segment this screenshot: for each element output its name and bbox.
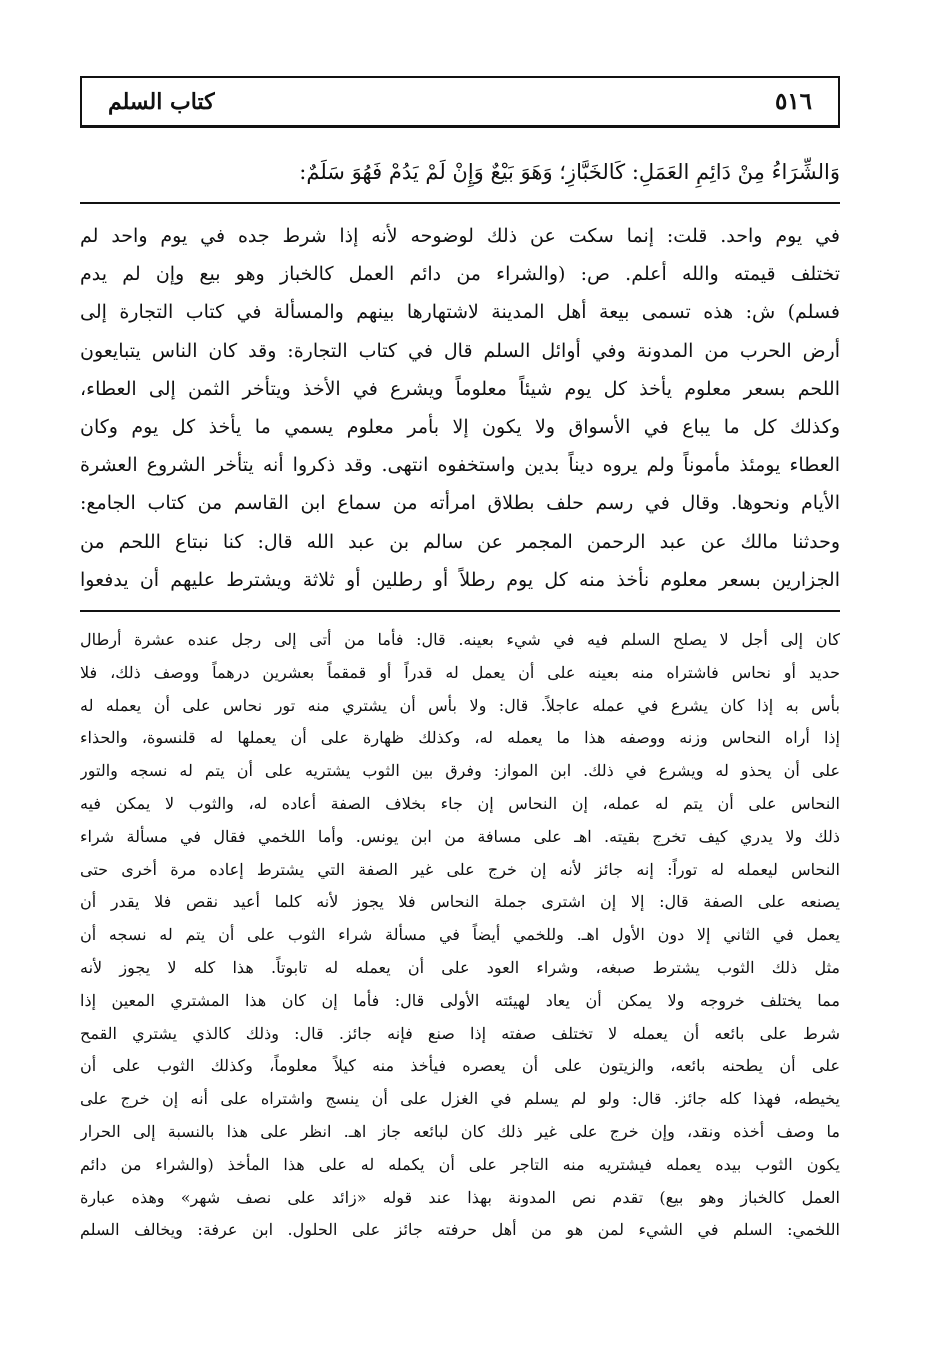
commentary-block-2: [80, 624, 840, 1247]
commentary-line: كان إلى أجل لا يصلح السلم فيه في شيء بعينه. قال: فأما من أتى إلى رجل عنده عشرة أرطال: [80, 630, 840, 649]
commentary-line: فسلم) ش: هذه تسمى بيعة أهل المدينة لاشتهارها بينهم والمسألة في كتاب التجارة إلى: [80, 301, 840, 324]
matn-text: وَالشِّرَاءُ مِنْ دَائِمِ العَمَلِ: كَالخَبَّازِ؛ وَهَوَ بَيْعٌ وَإِنْ لَمْ يَدُمْ فَهُوَ سَلَمٌ:: [299, 160, 840, 184]
commentary-line: يعمل في الثاني إلا دون الأول اهـ. وللخمي أيضاً في مسألة شراء الثوب على أن يتم له نسجه أن: [80, 925, 840, 945]
commentary-line: مما يختلف خروجه ولا يمكن أن يعاد لهيئته الأولى قال: فأما إن كان هذا المشتري المعين إذا: [80, 990, 840, 1010]
book-title: كتاب السلم: [108, 88, 215, 115]
middle-separator-line: [80, 610, 840, 612]
commentary-line: العطاء يومئذ مأموناً ولم يروه ديناً بدين واستخفوه انتهى. وقد ذكروا أنه يتأخر الشروع العشرة: [80, 454, 840, 477]
commentary-line: تختلف قيمته والله أعلم. ص: (والشراء من دائم العمل كالخباز وهو بيع وإن لم يدم: [80, 263, 840, 286]
commentary-line: الأيام ونحوها. وقال في رسم حلف بطلاق امرأته من سماع ابن القاسم من كتاب الجامع:: [80, 492, 840, 515]
commentary-line: إذا أراه النحاس وزنه ووصفه هذا ما يعمله له، وكذلك ظهارة على أن يعملها له قلنسوة، والحذاء: [80, 728, 840, 748]
commentary-line: وحدثنا مالك عن عبد الرحمن المجمر عن سالم بن عبد الله قال: كنا نبتاع اللحم من: [80, 530, 840, 553]
commentary-line: اللحم بسعر معلوم يأخذ كل يوم شيئاً معلوماً ويشرع في الأخذ ويتأخر الثمن إلى العطاء،: [80, 377, 840, 400]
commentary-line: على أن يطحنه بائعه، والزيتون على أن يعصره فيأخذ منه كيلاً معلوماً، وكذلك الثوب على أن: [80, 1056, 840, 1076]
commentary-line: يصنعه على الصفة قال: إلا إن اشترى جملة النحاس فلا يجوز لأنه كلما أعيد نقص فلا يقدر أن: [80, 892, 840, 912]
commentary-line: حديد أو نحاس فاشتراه منه بعينه على أن يعمل له قدراً أو قمقماً بعشرين درهماً ووصف ذلك، فلا: [80, 662, 840, 682]
commentary-line: النحاس ليعمله له توراً: إنه جائز لأنه إن خرج على غير الصفة التي يشترط إعاده مرة أخرى حتى: [80, 859, 840, 879]
page-header: [80, 76, 840, 128]
commentary-line: اللخمي: السلم في الشيء لمن هو من أهل حرفته جائز على الحلول. ابن عرفة: ويخالف السلم: [80, 1220, 840, 1240]
commentary-line: أرض الحرب من المدونة وفي أوائل السلم قال في كتاب التجارة: وقد كان الناس يتبايعون: [80, 339, 840, 362]
commentary-line: في يوم واحد. قلت: إنما سكت عن ذلك لوضوحه لأنه إذا شرط جده في يوم واحد لم: [80, 225, 840, 247]
commentary-line: الجزارين بسعر معلوم نأخذ منه كل يوم رطلاً أو رطلين أو ثلاثة ويشترط عليهم أن يدفعوا: [80, 568, 840, 591]
commentary-line: وكذلك كل ما يباع في الأسواق ولا يكون إلا بأمر معلوم يسمي ما يأخذ كل يوم وكان: [80, 416, 840, 439]
commentary-line: على أن يحذو له ويشرع في ذلك. ابن المواز: وفرق بين الثوب يشتريه على أن يتم له نسجه والتور: [80, 761, 840, 781]
commentary-line: ما وصف أخذه ونقد، وإن خرج على غير ذلك كان لبائعه جاز اهـ. انظر على هذا بالنسبة إلى الحرار: [80, 1121, 840, 1141]
commentary-line: النحاس على أن يتم له عمله، إن النحاس إن جاء بخلاف الصفة أعاده له، والثوب لا يمكن فيه: [80, 793, 840, 813]
commentary-line: العمل كالخباز وهو بيع) تقدم نص المدونة بهذا عند قوله «زائد على نصف شهر» وهذه عبارة: [80, 1187, 840, 1207]
commentary-line: مثل ذلك الثوب يشترط صبغه، وشراء العود على أن يعمله له تابوتاً. هذا كله لا يجوز لأنه: [80, 957, 840, 977]
commentary-line: يخيطه، فهذا كله جائز. قال: ولو لم يسلم في الغزل على أن ينسج واشتراه على أنه إن خرج على: [80, 1089, 840, 1109]
page-number: ٥١٦: [774, 88, 812, 115]
commentary-block-1: [80, 217, 840, 599]
commentary-line: شرط على بائعه أن يعمله لا تختلف صفته إذا صنع فإنه جائز. قال: وذلك كالذي يشتري القمح: [80, 1023, 840, 1043]
commentary-line: ذلك ولا يدري كيف تخرج بقيته. اهـ على مسافة من ابن يونس. وأما اللخمي فقال في مسألة شراء: [80, 826, 840, 846]
commentary-line: يكون الثوب بيده يعمله فيشتريه منه التاجر على أن يكمله له على هذا المأخذ (والشراء من دائم: [80, 1154, 840, 1174]
commentary-line: بأس به إذا كان يشرع في عمله عاجلاً. قال: ولا بأس أن يشتري منه تور نحاس على أن يعمله له: [80, 695, 840, 715]
top-separator-line: [80, 202, 840, 204]
